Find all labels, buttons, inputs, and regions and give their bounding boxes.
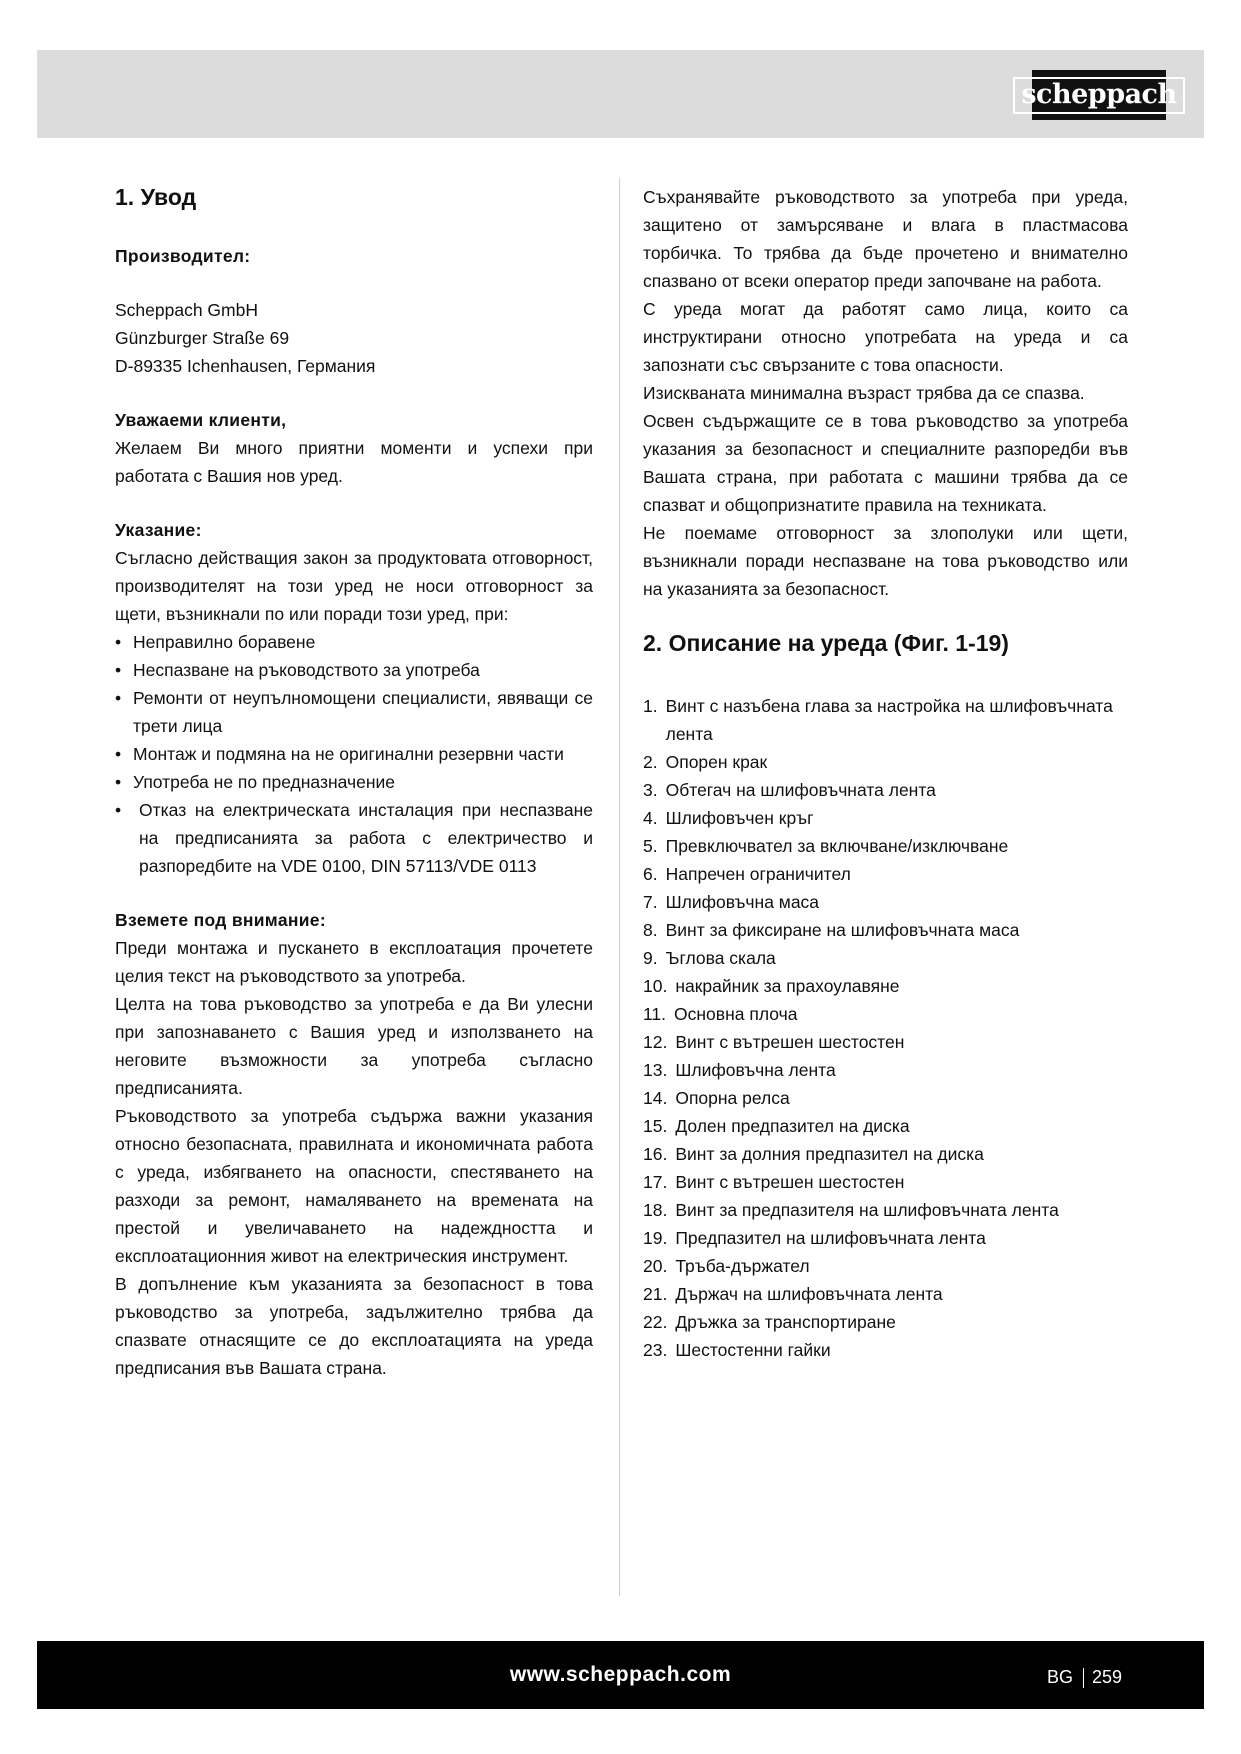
right-paragraph: С уреда могат да работят само лица, които са инструктирани относно употребата на уреда и са запознати със свързаните с това опасности. xyxy=(643,299,1128,375)
part-number: 5. xyxy=(643,835,658,856)
list-item xyxy=(643,692,1128,748)
list-item: • Монтаж и подмяна на не оригинални резервни части xyxy=(115,740,593,768)
list-item xyxy=(643,1280,1128,1308)
right-paragraph: Освен съдържащите се в това ръководство за употреба указания за безопасност и специалните разпоредби във Вашата страна, при работата с машини трябва да се спазват и общопризнатите правила на техниката. xyxy=(643,411,1128,515)
part-number: 18. xyxy=(643,1199,668,1220)
list-item: • Ремонти от неупълномощени специалисти, явяващи се трети лица xyxy=(115,684,593,740)
list-item xyxy=(643,748,1128,776)
list-item xyxy=(643,1252,1128,1280)
part-number: 12. xyxy=(643,1031,668,1052)
part-name: Дръжка за транспортиране xyxy=(675,1311,896,1332)
liability-list xyxy=(115,628,593,880)
attention-label: Вземете под внимание: xyxy=(115,909,326,930)
part-number: 3. xyxy=(643,779,658,800)
part-number: 22. xyxy=(643,1311,668,1332)
list-item xyxy=(643,1196,1128,1224)
page-indicator xyxy=(1047,1667,1122,1688)
list-item xyxy=(643,972,1128,1000)
list-item xyxy=(643,944,1128,972)
list-item xyxy=(643,832,1128,860)
part-number: 23. xyxy=(643,1339,668,1360)
list-item xyxy=(643,1140,1128,1168)
list-item xyxy=(643,1084,1128,1112)
list-item xyxy=(643,1168,1128,1196)
page-separator xyxy=(1083,1668,1084,1688)
part-name: Долен предпазител на диска xyxy=(675,1115,910,1136)
note-text: Съгласно действащия закон за продуктовата отговорност, производителят на този уред не носи отговорност за щети, възникнали по или поради този уред, при: xyxy=(115,547,593,624)
scheppach-logo xyxy=(1021,70,1177,120)
note-label: Указание: xyxy=(115,519,202,540)
list-item xyxy=(643,1224,1128,1252)
section-heading-intro: 1. Увод xyxy=(115,184,197,210)
part-number: 8. xyxy=(643,919,658,940)
part-name: Държач на шлифовъчната лента xyxy=(675,1283,943,1304)
part-number: 20. xyxy=(643,1255,668,1276)
column-divider xyxy=(619,178,620,1596)
list-item xyxy=(643,1308,1128,1336)
part-name: Винт с вътрешен шестостен xyxy=(675,1031,905,1052)
right-column xyxy=(643,175,1128,1364)
part-number: 17. xyxy=(643,1171,668,1192)
list-item xyxy=(643,1000,1128,1028)
part-number: 21. xyxy=(643,1283,668,1304)
attention-paragraph: Целта на това ръководство за употреба е да Ви улесни при запознаването с Вашия уред и използването на неговите възможности за употреба съгласно предписанията. xyxy=(115,993,593,1098)
part-number: 7. xyxy=(643,891,658,912)
parts-list xyxy=(643,692,1128,1364)
logo-text: scheppach xyxy=(1013,77,1184,114)
list-item xyxy=(643,804,1128,832)
part-name: Винт за фиксиране на шлифовъчната маса xyxy=(665,919,1020,940)
address-line: Günzburger Straße 69 xyxy=(115,327,290,348)
part-number: 10. xyxy=(643,975,668,996)
manufacturer-label: Производител: xyxy=(115,245,251,266)
part-name: Шлифовъчен кръг xyxy=(665,807,814,828)
part-number: 14. xyxy=(643,1087,668,1108)
attention-paragraph: В допълнение към указанията за безопасност в това ръководство за употреба, задължително трябва да спазвате отнасящите се до експлоатацията на уреда предписания във Вашата страна. xyxy=(115,1273,593,1378)
part-name: Основна плоча xyxy=(674,1003,798,1024)
right-paragraph: Изискваната минимална възраст трябва да се спазва. xyxy=(643,383,1085,403)
customers-text: Желаем Ви много приятни моменти и успехи при работата с Вашия нов уред. xyxy=(115,437,593,486)
right-paragraph: Съхранявайте ръководството за употреба при уреда, защитено от замърсяване и влага в пластмасова торбичка. То трябва да бъде прочетено и внимателно спазвано от всеки оператор преди започване на работа. xyxy=(643,187,1128,291)
list-item xyxy=(643,916,1128,944)
part-name: Опорна релса xyxy=(675,1087,790,1108)
customers-label: Уважаеми клиенти, xyxy=(115,409,287,430)
part-number: 13. xyxy=(643,1059,668,1080)
list-item: • Неспазване на ръководството за употреба xyxy=(115,656,593,684)
attention-paragraph: Преди монтажа и пускането в експлоатация прочетете целия текст на ръководството за употреба. xyxy=(115,937,593,986)
part-name: Предпазител на шлифовъчната лента xyxy=(675,1227,986,1248)
part-name: Опорен крак xyxy=(665,751,768,772)
part-name: Превключвател за включване/изключване xyxy=(665,835,1009,856)
list-item: • Употреба не по предназначение xyxy=(115,768,593,796)
part-name: Обтегач на шлифовъчната лента xyxy=(665,779,936,800)
website-url: www.scheppach.com xyxy=(509,1663,732,1686)
list-item: • Неправилно боравене xyxy=(115,628,593,656)
part-number: 1. xyxy=(643,695,658,716)
part-name: Ъглова скала xyxy=(665,947,776,968)
language-code: BG xyxy=(1046,1667,1073,1687)
part-name: Винт с вътрешен шестостен xyxy=(675,1171,905,1192)
part-number: 2. xyxy=(643,751,658,772)
part-number: 11. xyxy=(643,1003,667,1024)
list-item: • Отказ на електрическата инсталация при неспазване на предписанията за работа с електричество и разпоредбите на VDE 0100, DIN 57113/VDE 0113 xyxy=(115,796,593,880)
list-item xyxy=(643,888,1128,916)
part-name: Шлифовъчна лента xyxy=(675,1059,836,1080)
part-name: Винт за долния предпазител на диска xyxy=(675,1143,984,1164)
address-line: Scheppach GmbH xyxy=(115,299,258,320)
page-number: 259 xyxy=(1091,1667,1122,1687)
part-name: Винт с назъбена глава за настройка на шлифовъчната лента xyxy=(665,695,1113,744)
part-name: Тръба-държател xyxy=(675,1255,810,1276)
list-item xyxy=(643,1112,1128,1140)
right-paragraph: Не поемаме отговорност за злополуки или щети, възникнали поради неспазване на това ръководство или на указанията за безопасност. xyxy=(643,523,1128,599)
part-number: 6. xyxy=(643,863,658,884)
footer-band xyxy=(37,1641,1204,1709)
section-heading-description: 2. Описание на уреда (Фиг. 1-19) xyxy=(643,630,1009,656)
list-item xyxy=(643,1056,1128,1084)
part-name: Шлифовъчна маса xyxy=(665,891,820,912)
part-name: Напречен ограничител xyxy=(665,863,851,884)
list-item xyxy=(643,1028,1128,1056)
header-band xyxy=(37,50,1204,138)
list-item xyxy=(643,1336,1128,1364)
address-line: D-89335 Ichenhausen, Германия xyxy=(115,355,376,376)
list-item xyxy=(643,776,1128,804)
list-item xyxy=(643,860,1128,888)
part-number: 19. xyxy=(643,1227,668,1248)
part-number: 9. xyxy=(643,947,658,968)
left-column xyxy=(115,175,593,1382)
attention-paragraph: Ръководството за употреба съдържа важни указания относно безопасната, правилната и икономичната работа с уреда, избягването на опасности, спестяването на разходи за ремонт, намаляването на времената на престой и увеличаването на надеждността и експлоатационния живот на електрическия инструмент. xyxy=(115,1105,593,1266)
part-name: Винт за предпазителя на шлифовъчната лента xyxy=(675,1199,1059,1220)
part-number: 4. xyxy=(643,807,658,828)
part-number: 16. xyxy=(643,1143,668,1164)
part-name: накрайник за прахоулавяне xyxy=(675,975,900,996)
part-name: Шестостенни гайки xyxy=(675,1339,831,1360)
part-number: 15. xyxy=(643,1115,668,1136)
